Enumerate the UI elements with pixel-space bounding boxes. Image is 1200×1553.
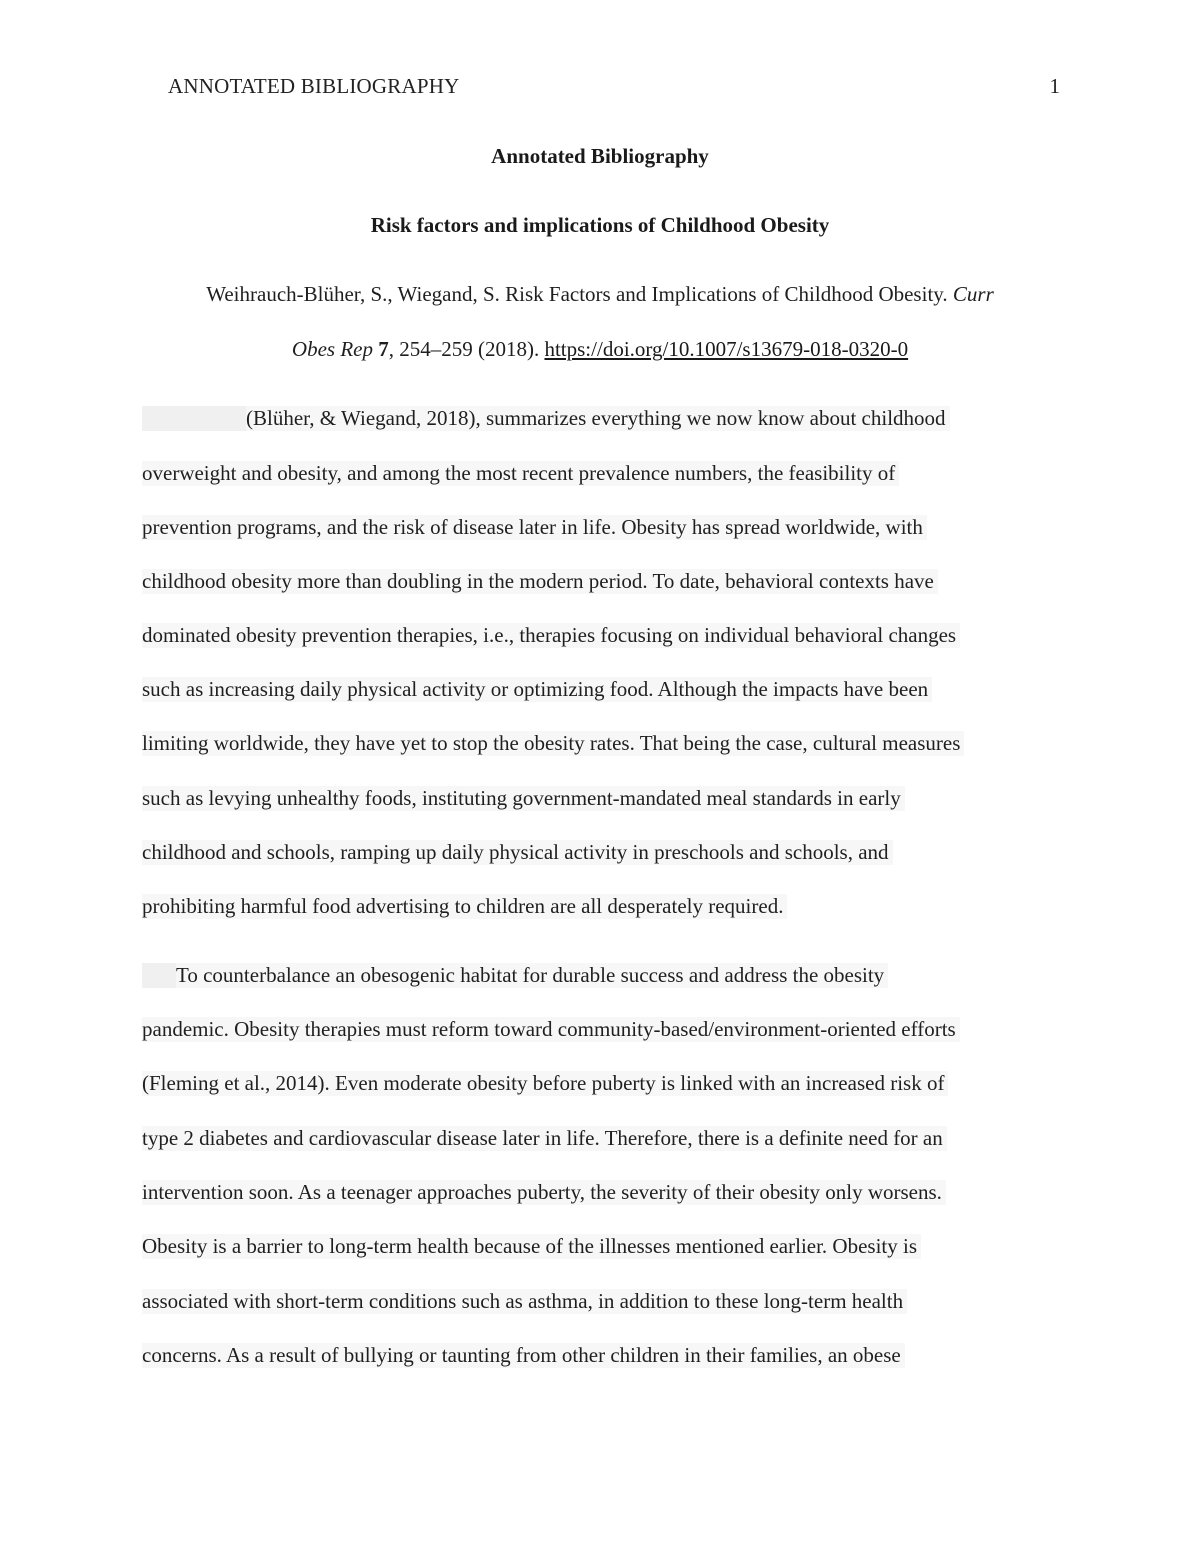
paragraph1-line (142, 406, 950, 431)
citation-volume: 7 (378, 337, 389, 361)
document-subtitle: Risk factors and implications of Childhood Obesity (370, 213, 830, 237)
paragraph2-line: intervention soon. As a teenager approaches puberty, the severity of their obesity only worsens. (142, 1180, 946, 1205)
paragraph1-text: (Blüher, & Wiegand, 2018), summarizes everything we now know about childhood (246, 406, 946, 430)
paragraph2-line: concerns. As a result of bullying or taunting from other children in their families, an obese (142, 1343, 905, 1368)
paragraph1-line: such as increasing daily physical activity or optimizing food. Although the impacts have been (142, 677, 932, 702)
highlight-indent (142, 963, 176, 988)
citation-pages-year: , 254–259 (2018). (388, 337, 545, 361)
paragraph2-line (142, 963, 888, 988)
paragraph2-text: To counterbalance an obesogenic habitat for durable success and address the obesity (176, 963, 885, 987)
paragraph1-line: prevention programs, and the risk of disease later in life. Obesity has spread worldwide, with (142, 515, 927, 540)
citation-line-2 (0, 337, 1200, 362)
paragraph2-line: Obesity is a barrier to long-term health because of the illnesses mentioned earlier. Obesity is (142, 1234, 921, 1259)
citation-journal-part2: Obes Rep (291, 337, 373, 361)
page-number: 1 (1049, 74, 1060, 98)
document-title: Annotated Bibliography (491, 144, 709, 168)
paragraph1-line: prohibiting harmful food advertising to children are all desperately required. (142, 894, 787, 919)
doi-link[interactable]: https://doi.org/10.1007/s13679-018-0320-0 (544, 337, 909, 361)
running-head: ANNOTATED BIBLIOGRAPHY (168, 74, 460, 98)
highlight-indent (142, 406, 246, 431)
paragraph1-line: limiting worldwide, they have yet to stop the obesity rates. That being the case, cultural measures (142, 731, 964, 756)
citation-line-1 (0, 282, 1200, 307)
paragraph1-line: dominated obesity prevention therapies, i.e., therapies focusing on individual behavioral changes (142, 623, 960, 648)
paragraph1-line: overweight and obesity, and among the most recent prevalence numbers, the feasibility of (142, 461, 899, 486)
citation-authors-title: Weihrauch-Blüher, S., Wiegand, S. Risk Factors and Implications of Childhood Obesity. (206, 282, 953, 306)
citation-journal-part1: Curr (952, 282, 994, 306)
paragraph1-line: childhood and schools, ramping up daily physical activity in preschools and schools, and (142, 840, 893, 865)
paragraph1-line: such as levying unhealthy foods, instituting government-mandated meal standards in early (142, 786, 905, 811)
paragraph2-line: associated with short-term conditions such as asthma, in addition to these long-term health (142, 1289, 907, 1314)
paragraph1-line: childhood obesity more than doubling in the modern period. To date, behavioral contexts have (142, 569, 938, 594)
paragraph2-line: pandemic. Obesity therapies must reform toward community-based/environment-oriented efforts (142, 1017, 960, 1042)
paragraph2-line: (Fleming et al., 2014). Even moderate obesity before puberty is linked with an increased risk of (142, 1071, 948, 1096)
paragraph2-line: type 2 diabetes and cardiovascular disease later in life. Therefore, there is a definite need for an (142, 1126, 947, 1151)
